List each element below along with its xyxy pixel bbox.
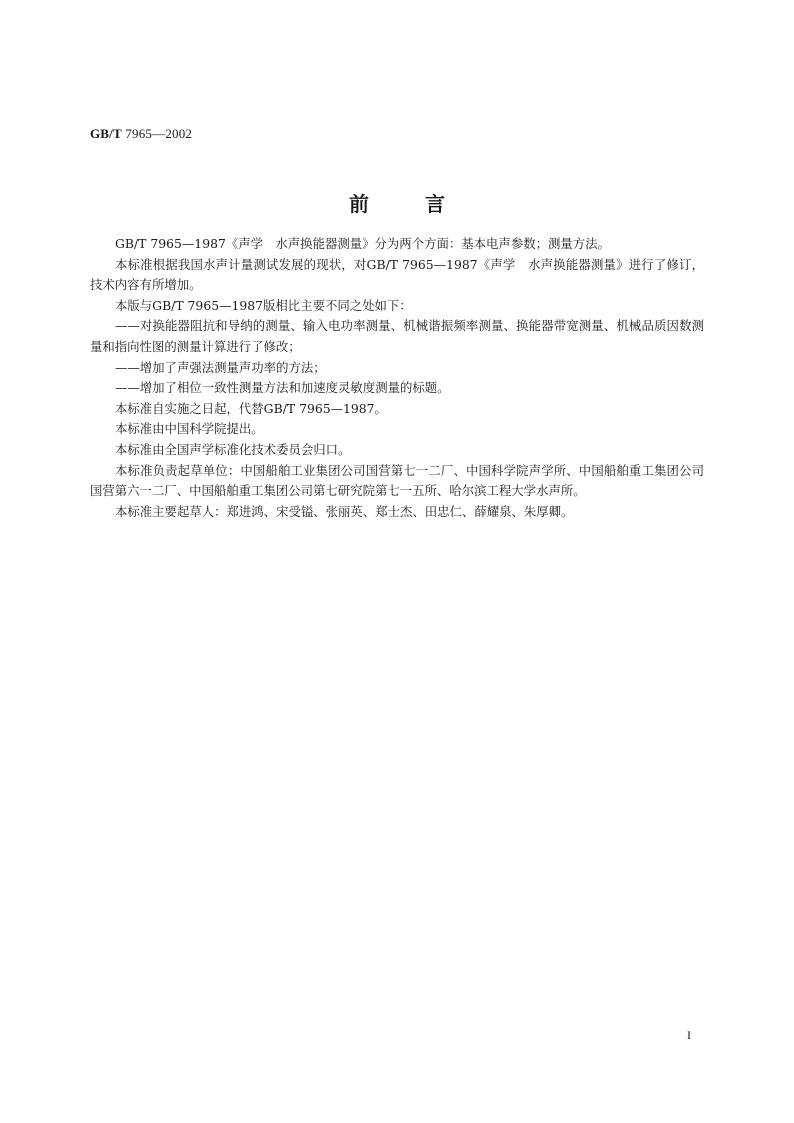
paragraph-drafting-units: 本标准负责起草单位：中国船舶工业集团公司国营第七一二厂、中国科学院声学所、中国船舶重工集团公司国营第六一二厂、中国船舶重工集团公司第七研究院第七一五所、哈尔滨工程大学水声所。 <box>90 462 704 499</box>
standard-prefix: GB/T <box>90 126 122 141</box>
paragraph-revision: 本标准根据我国水声计量测试发展的现状，对GB/T 7965—1987《声学 水声换能器测量》进行了修订，技术内容有所增加。 <box>90 256 704 293</box>
list-item-modifications: ——对换能器阻抗和导纳的测量、输入电功率测量、机械谐振频率测量、换能器带宽测量、机械品质因数测量和指向性图的测量计算进行了修改； <box>90 318 704 354</box>
paragraph-replaces: 本标准自实施之日起，代替GB/T 7965—1987。 <box>115 400 387 416</box>
standard-number: 7965—2002 <box>125 126 193 141</box>
paragraph-proposed-by: 本标准由中国科学院提出。 <box>115 421 264 437</box>
list-item-sound-intensity: ——增加了声强法测量声功率的方法； <box>115 359 326 375</box>
paragraph-differences-intro: 本版与GB/T 7965—1987版相比主要不同之处如下： <box>115 297 412 313</box>
paragraph-drafters: 本标准主要起草人：郑进鸿、宋受镒、张丽英、郑士杰、田忠仁、薛耀泉、朱厚卿。 <box>115 503 574 519</box>
page-title: 前言 <box>349 192 501 216</box>
paragraph-parts: GB/T 7965—1987《声学 水声换能器测量》分为两个方面：基本电声参数；测量方法。 <box>115 236 610 251</box>
list-item-phase-consistency: ——增加了相位一致性测量方法和加速度灵敏度测量的标题。 <box>115 380 450 396</box>
standard-code-header <box>90 126 192 142</box>
paragraph-centralized-by: 本标准由全国声学标准化技术委员会归口。 <box>115 441 351 457</box>
foreword-body <box>90 234 704 522</box>
page-number: I <box>687 1028 691 1042</box>
